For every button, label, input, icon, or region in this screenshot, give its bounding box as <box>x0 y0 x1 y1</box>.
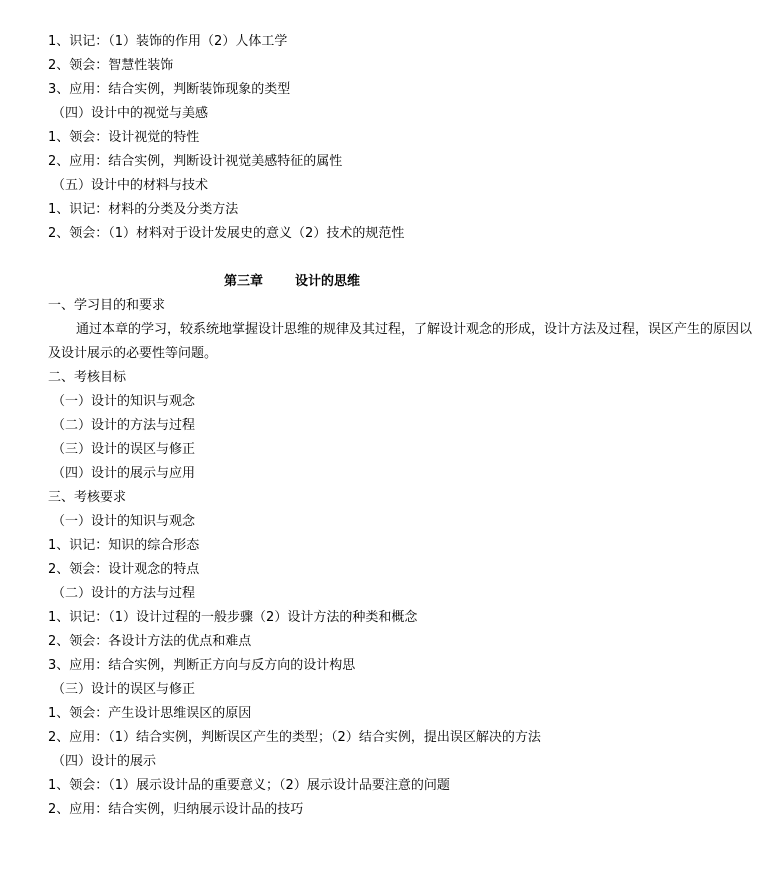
chapter-title <box>224 270 360 294</box>
list-item: 3、应用：结合实例，判断正方向与反方向的设计构思 <box>48 658 356 673</box>
list-item: 2、应用：结合实例，归纳展示设计品的技巧 <box>48 802 304 817</box>
chapter-number: 第三章 <box>224 274 264 289</box>
list-item: 2、领会：（1）材料对于设计发展史的意义（2）技术的规范性 <box>48 226 405 241</box>
list-item: （一）设计的知识与观念 <box>52 394 196 409</box>
section-heading: 三、考核要求 <box>48 490 127 505</box>
list-item: 3、应用：结合实例，判断装饰现象的类型 <box>48 82 291 97</box>
section-heading: 二、考核目标 <box>48 370 127 385</box>
subsection-heading: （一）设计的知识与观念 <box>52 514 196 529</box>
list-item: 1、识记：（1）装饰的作用（2）人体工学 <box>48 34 288 49</box>
subsection-heading: （五）设计中的材料与技术 <box>52 178 209 193</box>
list-item: 2、领会：各设计方法的优点和难点 <box>48 634 252 649</box>
section-heading: 一、学习目的和要求 <box>48 298 166 313</box>
list-item: 1、识记：知识的综合形态 <box>48 538 200 553</box>
list-item: 2、领会：设计观念的特点 <box>48 562 200 577</box>
list-item: （二）设计的方法与过程 <box>52 418 196 433</box>
list-item: 1、识记：材料的分类及分类方法 <box>48 202 239 217</box>
body-paragraph: 通过本章的学习，较系统地掌握设计思维的规律及其过程，了解设计观念的形成，设计方法及过程，误区产生的原因以及设计展示的必要性等问题。 <box>48 322 753 361</box>
list-item: 2、应用：结合实例，判断设计视觉美感特征的属性 <box>48 154 343 169</box>
subsection-heading: （四）设计的展示 <box>52 754 157 769</box>
list-item: 1、领会：产生设计思维误区的原因 <box>48 706 252 721</box>
list-item: （四）设计的展示与应用 <box>52 466 196 481</box>
list-item: 2、领会：智慧性装饰 <box>48 58 174 73</box>
list-item: 1、领会：（1）展示设计品的重要意义；（2）展示设计品要注意的问题 <box>48 778 450 793</box>
subsection-heading: （三）设计的误区与修正 <box>52 682 196 697</box>
list-item: 2、应用：（1）结合实例，判断误区产生的类型；（2）结合实例，提出误区解决的方法 <box>48 730 541 745</box>
list-item: （三）设计的误区与修正 <box>52 442 196 457</box>
chapter-name: 设计的思维 <box>295 274 361 289</box>
list-item: 1、识记：（1）设计过程的一般步骤（2）设计方法的种类和概念 <box>48 610 418 625</box>
subsection-heading: （二）设计的方法与过程 <box>52 586 196 601</box>
list-item: 1、领会：设计视觉的特性 <box>48 130 200 145</box>
subsection-heading: （四）设计中的视觉与美感 <box>52 106 209 121</box>
